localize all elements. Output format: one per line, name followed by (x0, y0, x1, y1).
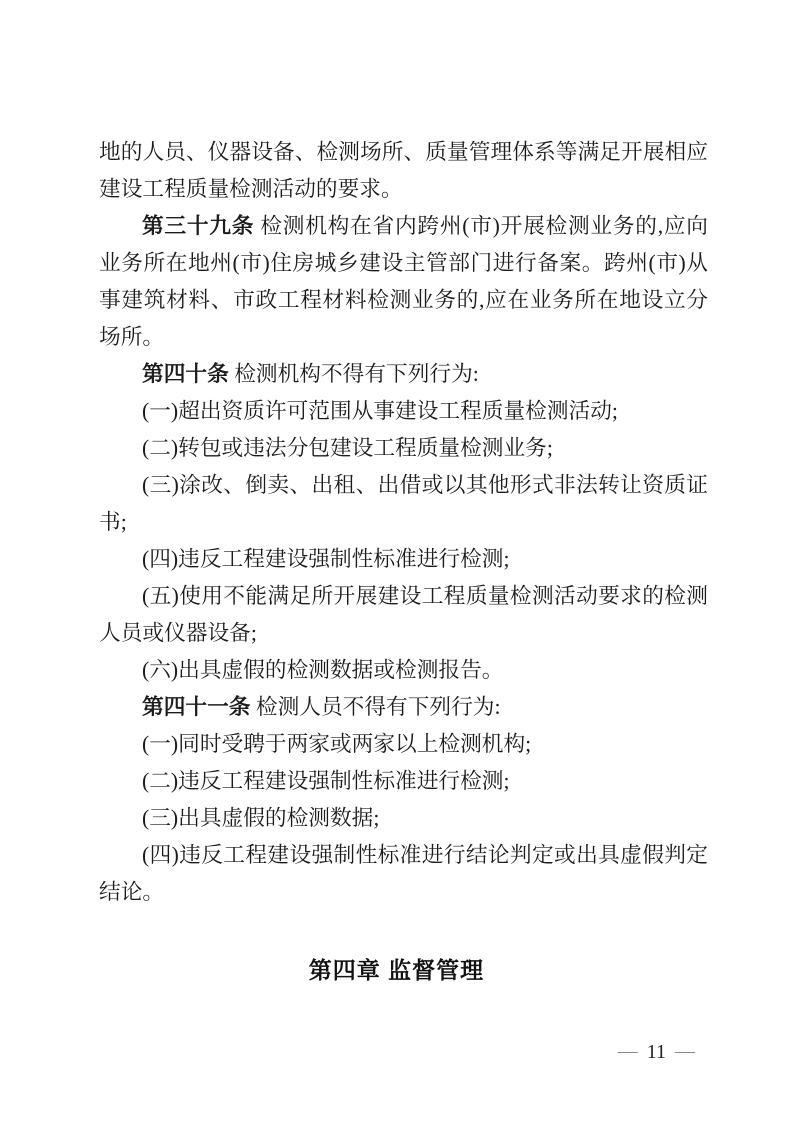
article-40-number: 第四十条 (142, 362, 229, 386)
page-footer (618, 1040, 695, 1064)
footer-dash-right: — (675, 1040, 695, 1062)
chapter-heading: 第四章 监督管理 (308, 957, 485, 983)
footer-dash-left: — (617, 1040, 638, 1062)
article-40-text: 检测机构不得有下列行为: (228, 362, 479, 386)
paragraph-item-40-4: (四)违反工程建设强制性标准进行检测; (142, 547, 510, 571)
paragraph-item-40-6: (六)出具虚假的检测数据或检测报告。 (142, 658, 504, 682)
paragraph-item-40-1: (一)超出资质许可范围从事建设工程质量检测活动; (142, 399, 618, 423)
article-41-text: 检测人员不得有下列行为: (250, 695, 501, 719)
paragraph-article-39 (99, 208, 708, 356)
paragraph-item-41-4: (四)违反工程建设强制性标准进行结论判定或出具虚假判定结论。 (99, 843, 708, 904)
paragraph-item-41-3: (三)出具虚假的检测数据; (142, 806, 380, 830)
paragraph-item-40-3: (三)涂改、倒卖、出租、出借或以其他形式非法转让资质证书; (99, 473, 708, 534)
paragraph-article-41 (99, 689, 708, 726)
paragraph-item-41-1: (一)同时受聘于两家或两家以上检测机构; (142, 732, 532, 756)
paragraph-continuation: 地的人员、仪器设备、检测场所、质量管理体系等满足开展相应建设工程质量检测活动的要求。 (99, 140, 708, 201)
article-39-number: 第三十九条 (142, 214, 255, 238)
paragraph-item-41-2: (二)违反工程建设强制性标准进行检测; (142, 769, 510, 793)
paragraph-item-40-2: (二)转包或违法分包建设工程质量检测业务; (142, 436, 553, 460)
article-39-text: 检测机构在省内跨州(市)开展检测业务的,应向业务所在地州(市)住房城乡建设主管部门进行备案。跨州(市)从事建筑材料、市政工程材料检测业务的,应在业务所在地设立分场所。 (99, 214, 708, 349)
article-41-number: 第四十一条 (142, 695, 251, 719)
document-body (99, 134, 708, 911)
paragraph-item-40-5: (五)使用不能满足所开展建设工程质量检测活动要求的检测人员或仪器设备; (99, 584, 708, 645)
paragraph-article-40 (99, 356, 708, 393)
page-number: 11 (646, 1041, 666, 1063)
